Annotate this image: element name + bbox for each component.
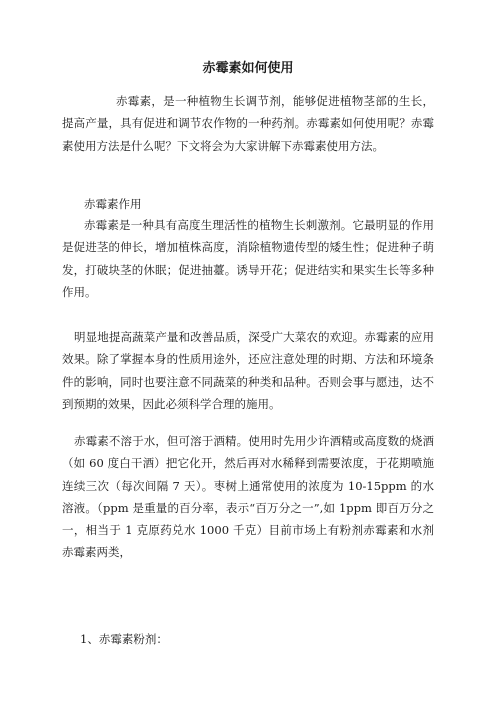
document-title: 赤霉素如何使用	[202, 61, 294, 76]
effect-paragraph: 明显地提高蔬菜产量和改善品质，深受广大菜农的欢迎。赤霉素的应用效果。除了掌握本身的性质用途外，还应注意处理的时期、方法和环境条件的影响，同时也要注意不同蔬菜的种类和品种。否则会事与愿违，达不到预期的效果，因此必须科学合理的施用。	[62, 330, 434, 411]
section-heading: 赤霉素作用	[84, 197, 142, 211]
usage-paragraph: 赤霉素不溶于水，但可溶于酒精。使用时先用少许酒精或高度数的烧酒（如 60 度白干酒）把它化开，然后再对水稀释到需要浓度，于花期喷施连续三次（每次间隔 7 天）。枣树上通常使用的浓度为 10-15ppm 的水溶液。（ppm 是重量的百分率，表示“百万分之一”,如 1ppm 即百万分之一，相当于 1 克原药兑水 1000 千克）目前市场上有粉剂赤霉素和水剂赤霉素两类，	[62, 434, 434, 560]
intro-paragraph: 赤霉素，是一种植物生长调节剂，能够促进植物茎部的生长，提高产量，具有促进和调节农作物的一种药剂。赤霉素如何使用呢？赤霉素使用方法是什么呢？下文将会为大家讲解下赤霉素使用方法。	[62, 94, 434, 153]
list-item-powder: 1、赤霉素粉剂：	[80, 632, 168, 646]
section-body-paragraph: 赤霉素是一种具有高度生理活性的植物生长刺激剂。它最明显的作用是促进茎的伸长，增加植株高度，消除植物遗传型的矮生性；促进种子萌发，打破块茎的休眠；促进抽薹。诱导开花；促进结实和果实生长等多种作用。	[62, 218, 434, 299]
